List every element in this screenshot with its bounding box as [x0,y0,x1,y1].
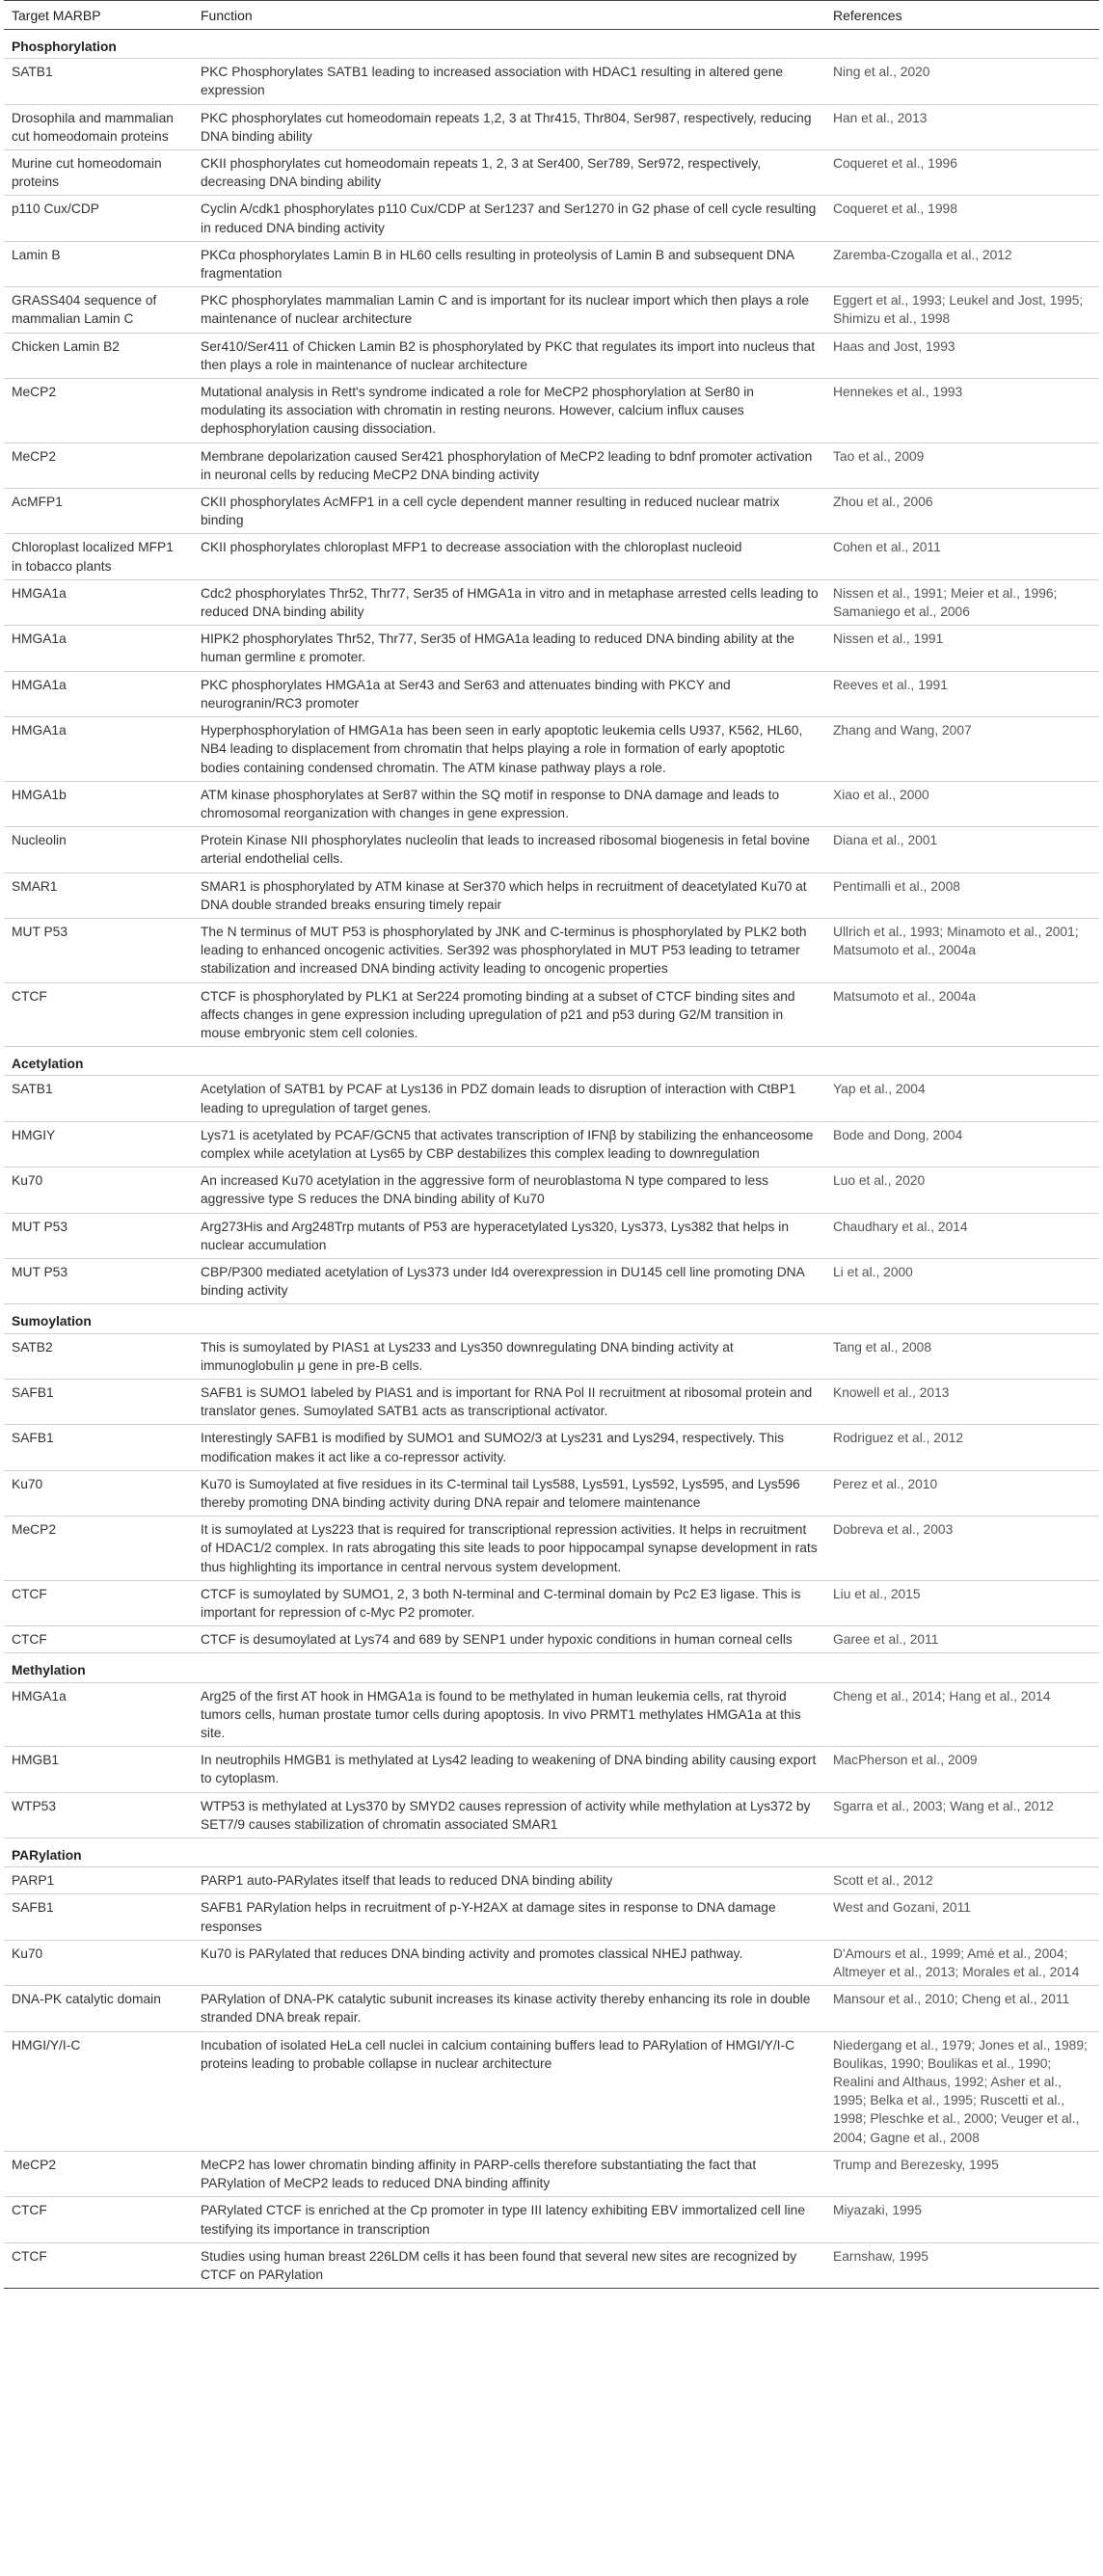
reference-cell: Coqueret et al., 1998 [825,196,1099,241]
function-cell: PKC phosphorylates mammalian Lamin C and is important for its nuclear import which then plays a role maintenance of nuclear architecture [193,287,825,333]
table-row [4,1470,1099,1516]
target-cell: Chloroplast localized MFP1 in tobacco plants [4,534,193,579]
table-row [4,1682,1099,1747]
reference-cell: Li et al., 2000 [825,1258,1099,1303]
table-row [4,626,1099,671]
table-row [4,1894,1099,1940]
target-cell: Murine cut homeodomain proteins [4,150,193,196]
function-cell: MeCP2 has lower chromatin binding affinity in PARP-cells therefore substantiating the fact that PARylation of MeCP2 leads to reduced DNA binding affinity [193,2151,825,2196]
function-cell: CKII phosphorylates chloroplast MFP1 to decrease association with the chloroplast nucleoid [193,534,825,579]
target-cell: HMGB1 [4,1747,193,1792]
target-cell: MeCP2 [4,443,193,488]
reference-cell: Cohen et al., 2011 [825,534,1099,579]
section-row [4,1304,1099,1333]
reference-cell: Luo et al., 2020 [825,1167,1099,1213]
table-row [4,333,1099,378]
function-cell: PARylated CTCF is enriched at the Cp promoter in type III latency exhibiting EBV immortalized cell line testifying its importance in transcription [193,2197,825,2242]
target-cell: Lamin B [4,241,193,286]
table-row [4,827,1099,872]
function-cell: CKII phosphorylates cut homeodomain repeats 1, 2, 3 at Ser400, Ser789, Ser972, respectively, decreasing DNA binding ability [193,150,825,196]
function-cell: SAFB1 is SUMO1 labeled by PIAS1 and is important for RNA Pol II recruitment at ribosomal protein and translator genes. Sumoylated SATB1 acts as transcriptional activator. [193,1379,825,1424]
target-cell: SMAR1 [4,872,193,918]
reference-cell: Rodriguez et al., 2012 [825,1425,1099,1470]
target-cell: HMGIY [4,1121,193,1167]
reference-cell: Reeves et al., 1991 [825,671,1099,716]
section-row [4,1838,1099,1867]
function-cell: PKC Phosphorylates SATB1 leading to increased association with HDAC1 resulting in altered gene expression [193,59,825,104]
reference-cell: Ning et al., 2020 [825,59,1099,104]
table-row [4,1747,1099,1792]
table-row [4,1626,1099,1653]
target-cell: MUT P53 [4,918,193,982]
function-cell: PKC phosphorylates cut homeodomain repeats 1,2, 3 at Thr415, Thr804, Ser987, respectively, reducing DNA binding ability [193,104,825,149]
table-row [4,2197,1099,2242]
marbp-table [4,0,1099,2289]
function-cell: Cdc2 phosphorylates Thr52, Thr77, Ser35 of HMGA1a in vitro and in metaphase arrested cells leading to reduced DNA binding ability [193,579,825,625]
target-cell: SAFB1 [4,1425,193,1470]
section-row [4,1047,1099,1076]
target-cell: HMGA1a [4,626,193,671]
target-cell: MeCP2 [4,379,193,443]
function-cell: SMAR1 is phosphorylated by ATM kinase at Ser370 which helps in recruitment of deacetylated Ku70 at DNA double stranded breaks ensuring timely repair [193,872,825,918]
table-row [4,150,1099,196]
target-cell: SATB1 [4,59,193,104]
function-cell: This is sumoylated by PIAS1 at Lys233 and Lys350 downregulating DNA binding activity at immunoglobulin μ gene in pre-B cells. [193,1333,825,1379]
section-title: PARylation [4,1838,1099,1867]
target-cell: CTCF [4,2197,193,2242]
header-row [4,1,1099,30]
header-references: References [825,1,1099,30]
reference-cell: Diana et al., 2001 [825,827,1099,872]
reference-cell: Bode and Dong, 2004 [825,1121,1099,1167]
section-title: Sumoylation [4,1304,1099,1333]
reference-cell: Garee et al., 2011 [825,1626,1099,1653]
table-row [4,1580,1099,1625]
function-cell: Ku70 is PARylated that reduces DNA binding activity and promotes classical NHEJ pathway. [193,1940,825,1985]
reference-cell: Perez et al., 2010 [825,1470,1099,1516]
function-cell: The N terminus of MUT P53 is phosphorylated by JNK and C-terminus is phosphorylated by PLK2 both leading to enhanced oncogenic activities. Ser392 was phosphorylated in MUT P53 leading to tetramer stabilization and increased DNA binding activity leading to oncogenic properties [193,918,825,982]
reference-cell: Xiao et al., 2000 [825,781,1099,826]
target-cell: Ku70 [4,1940,193,1985]
reference-cell: Zhou et al., 2006 [825,489,1099,534]
table-row [4,1258,1099,1303]
section-title: Acetylation [4,1047,1099,1076]
table-row [4,1167,1099,1213]
target-cell: MeCP2 [4,1516,193,1581]
function-cell: Ser410/Ser411 of Chicken Lamin B2 is phosphorylated by PKC that regulates its import into nucleus that then plays a role in maintenance of nuclear architecture [193,333,825,378]
target-cell: HMGA1a [4,1682,193,1747]
header-function: Function [193,1,825,30]
table-row [4,59,1099,104]
function-cell: Hyperphosphorylation of HMGA1a has been seen in early apoptotic leukemia cells U937, K562, HL60, NB4 leading to displacement from chromatin that helps playing a role in formation of early apoptotic bodies containing condensed chromatin. The ATM kinase pathway plays a role. [193,717,825,782]
reference-cell: Chaudhary et al., 2014 [825,1213,1099,1258]
function-cell: CTCF is desumoylated at Lys74 and 689 by SENP1 under hypoxic conditions in human corneal cells [193,1626,825,1653]
function-cell: ATM kinase phosphorylates at Ser87 within the SQ motif in response to DNA damage and leads to chromosomal reorganization with changes in gene expression. [193,781,825,826]
reference-cell: Han et al., 2013 [825,104,1099,149]
reference-cell: Knowell et al., 2013 [825,1379,1099,1424]
target-cell: GRASS404 sequence of mammalian Lamin C [4,287,193,333]
reference-cell: Tang et al., 2008 [825,1333,1099,1379]
reference-cell: Sgarra et al., 2003; Wang et al., 2012 [825,1792,1099,1838]
target-cell: HMGA1a [4,717,193,782]
table-row [4,1213,1099,1258]
table-row [4,534,1099,579]
table-row [4,104,1099,149]
function-cell: PKCα phosphorylates Lamin B in HL60 cells resulting in proteolysis of Lamin B and subsequent DNA fragmentation [193,241,825,286]
target-cell: MUT P53 [4,1213,193,1258]
target-cell: Chicken Lamin B2 [4,333,193,378]
function-cell: CBP/P300 mediated acetylation of Lys373 under Id4 overexpression in DU145 cell line promoting DNA binding activity [193,1258,825,1303]
function-cell: Cyclin A/cdk1 phosphorylates p110 Cux/CDP at Ser1237 and Ser1270 in G2 phase of cell cycle resulting in reduced DNA binding activity [193,196,825,241]
table-row [4,489,1099,534]
target-cell: SATB1 [4,1076,193,1121]
target-cell: HMGI/Y/I-C [4,2031,193,2151]
reference-cell: Trump and Berezesky, 1995 [825,2151,1099,2196]
function-cell: WTP53 is methylated at Lys370 by SMYD2 causes repression of activity while methylation at Lys372 by SET7/9 causes stabilization of chromatin associated SMAR1 [193,1792,825,1838]
function-cell: Ku70 is Sumoylated at five residues in its C-terminal tail Lys588, Lys591, Lys592, Lys595, and Lys596 thereby promoting DNA binding activity during DNA repair and telomere maintenance [193,1470,825,1516]
reference-cell: Hennekes et al., 1993 [825,379,1099,443]
target-cell: HMGA1a [4,671,193,716]
function-cell: PARP1 auto-PARylates itself that leads to reduced DNA binding ability [193,1867,825,1894]
table-row [4,781,1099,826]
function-cell: Membrane depolarization caused Ser421 phosphorylation of MeCP2 leading to bdnf promoter activation in neuronal cells by reducing MeCP2 DNA binding activity [193,443,825,488]
reference-cell: Miyazaki, 1995 [825,2197,1099,2242]
target-cell: PARP1 [4,1867,193,1894]
table-header [4,1,1099,30]
target-cell: Nucleolin [4,827,193,872]
target-cell: CTCF [4,1580,193,1625]
target-cell: WTP53 [4,1792,193,1838]
table-row [4,872,1099,918]
table-row [4,1121,1099,1167]
target-cell: HMGA1a [4,579,193,625]
reference-cell: Yap et al., 2004 [825,1076,1099,1121]
table-row [4,671,1099,716]
function-cell: Interestingly SAFB1 is modified by SUMO1 and SUMO2/3 at Lys231 and Lys294, respectively. This modification makes it act like a co-repressor activity. [193,1425,825,1470]
function-cell: HIPK2 phosphorylates Thr52, Thr77, Ser35 of HMGA1a leading to reduced DNA binding ability at the human germline ε promoter. [193,626,825,671]
target-cell: CTCF [4,2242,193,2288]
table-row [4,1333,1099,1379]
reference-cell: Niedergang et al., 1979; Jones et al., 1989; Boulikas, 1990; Boulikas et al., 1990; Realini and Althaus, 1992; Asher et al., 1995; Belka et al., 1995; Ruscetti et al., 1998; Pleschke et al., 2000; Veuger et al., 2004; Gagne et al., 2008 [825,2031,1099,2151]
table-row [4,379,1099,443]
table-row [4,717,1099,782]
table-row [4,1986,1099,2031]
table-row [4,1516,1099,1581]
target-cell: Ku70 [4,1167,193,1213]
function-cell: CTCF is phosphorylated by PLK1 at Ser224 promoting binding at a subset of CTCF binding sites and affects changes in gene expression including upregulation of p21 and p53 during G2/M transition in mouse embryonic stem cell colonies. [193,982,825,1047]
reference-cell: Tao et al., 2009 [825,443,1099,488]
section-title: Phosphorylation [4,30,1099,59]
function-cell: CTCF is sumoylated by SUMO1, 2, 3 both N-terminal and C-terminal domain by Pc2 E3 ligase. This is important for repression of c-Myc P2 promoter. [193,1580,825,1625]
target-cell: SATB2 [4,1333,193,1379]
function-cell: PARylation of DNA-PK catalytic subunit increases its kinase activity thereby enhancing its role in double stranded DNA break repair. [193,1986,825,2031]
table-row [4,2242,1099,2288]
function-cell: Lys71 is acetylated by PCAF/GCN5 that activates transcription of IFNβ by stabilizing the enhanceosome complex while acetylation at Lys65 by CBP destabilizes this complex leading to downregulation [193,1121,825,1167]
reference-cell: Nissen et al., 1991 [825,626,1099,671]
table-row [4,1076,1099,1121]
table-row [4,241,1099,286]
table-row [4,2031,1099,2151]
table-row [4,287,1099,333]
reference-cell: Earnshaw, 1995 [825,2242,1099,2288]
reference-cell: West and Gozani, 2011 [825,1894,1099,1940]
target-cell: Drosophila and mammalian cut homeodomain proteins [4,104,193,149]
function-cell: CKII phosphorylates AcMFP1 in a cell cycle dependent manner resulting in reduced nuclear matrix binding [193,489,825,534]
reference-cell: Liu et al., 2015 [825,1580,1099,1625]
section-title: Methylation [4,1653,1099,1682]
reference-cell: Ullrich et al., 1993; Minamoto et al., 2001; Matsumoto et al., 2004a [825,918,1099,982]
section-row [4,1653,1099,1682]
target-cell: HMGA1b [4,781,193,826]
reference-cell: Zhang and Wang, 2007 [825,717,1099,782]
table-row [4,982,1099,1047]
reference-cell: Scott et al., 2012 [825,1867,1099,1894]
target-cell: AcMFP1 [4,489,193,534]
function-cell: SAFB1 PARylation helps in recruitment of p-Y-H2AX at damage sites in response to DNA damage responses [193,1894,825,1940]
table-row [4,196,1099,241]
function-cell: In neutrophils HMGB1 is methylated at Lys42 leading to weakening of DNA binding ability causing export to cytoplasm. [193,1747,825,1792]
function-cell: Arg25 of the first AT hook in HMGA1a is found to be methylated in human leukemia cells, rat thyroid tumors cells, human prostate tumor cells during apoptosis. In vivo PRMT1 methylates HMGA1a at this site. [193,1682,825,1747]
target-cell: DNA-PK catalytic domain [4,1986,193,2031]
table-row [4,1940,1099,1985]
table-row [4,918,1099,982]
function-cell: Acetylation of SATB1 by PCAF at Lys136 in PDZ domain leads to disruption of interaction with CtBP1 leading to upregulation of target genes. [193,1076,825,1121]
table-row [4,1425,1099,1470]
target-cell: CTCF [4,982,193,1047]
header-target: Target MARBP [4,1,193,30]
table-row [4,1792,1099,1838]
target-cell: p110 Cux/CDP [4,196,193,241]
reference-cell: Zaremba-Czogalla et al., 2012 [825,241,1099,286]
function-cell: Arg273His and Arg248Trp mutants of P53 are hyperacetylated Lys320, Lys373, Lys382 that helps in nuclear accumulation [193,1213,825,1258]
target-cell: SAFB1 [4,1379,193,1424]
table-row [4,579,1099,625]
target-cell: Ku70 [4,1470,193,1516]
reference-cell: Matsumoto et al., 2004a [825,982,1099,1047]
target-cell: SAFB1 [4,1894,193,1940]
reference-cell: Coqueret et al., 1996 [825,150,1099,196]
table-row [4,443,1099,488]
reference-cell: Nissen et al., 1991; Meier et al., 1996; Samaniego et al., 2006 [825,579,1099,625]
reference-cell: Dobreva et al., 2003 [825,1516,1099,1581]
function-cell: Incubation of isolated HeLa cell nuclei in calcium containing buffers lead to PARylation of HMGI/Y/I-C proteins leading to probable collapse in nuclear architecture [193,2031,825,2151]
table-row [4,2151,1099,2196]
reference-cell: Cheng et al., 2014; Hang et al., 2014 [825,1682,1099,1747]
function-cell: Studies using human breast 226LDM cells it has been found that several new sites are recognized by CTCF on PARylation [193,2242,825,2288]
reference-cell: Pentimalli et al., 2008 [825,872,1099,918]
function-cell: It is sumoylated at Lys223 that is required for transcriptional repression activities. It helps in recruitment of HDAC1/2 complex. In rats abrogating this site leads to poor hippocampal synapse development in rats thus highlighting its importance in central nervous system development. [193,1516,825,1581]
target-cell: CTCF [4,1626,193,1653]
function-cell: PKC phosphorylates HMGA1a at Ser43 and Ser63 and attenuates binding with PKCY and neurogranin/RC3 promoter [193,671,825,716]
table-row [4,1379,1099,1424]
target-cell: MUT P53 [4,1258,193,1303]
reference-cell: D'Amours et al., 1999; Amé et al., 2004; Altmeyer et al., 2013; Morales et al., 2014 [825,1940,1099,1985]
function-cell: Protein Kinase NII phosphorylates nucleolin that leads to increased ribosomal biogenesis in fetal bovine arterial endothelial cells. [193,827,825,872]
function-cell: An increased Ku70 acetylation in the aggressive form of neuroblastoma N type compared to less aggressive type S reduces the DNA binding ability of Ku70 [193,1167,825,1213]
table-row [4,1867,1099,1894]
target-cell: MeCP2 [4,2151,193,2196]
reference-cell: Eggert et al., 1993; Leukel and Jost, 1995; Shimizu et al., 1998 [825,287,1099,333]
function-cell: Mutational analysis in Rett's syndrome indicated a role for MeCP2 phosphorylation at Ser80 in modulating its association with chromatin in resting neurons. However, calcium influx causes dephosphorylation causing dissociation. [193,379,825,443]
section-row [4,30,1099,59]
reference-cell: Mansour et al., 2010; Cheng et al., 2011 [825,1986,1099,2031]
reference-cell: MacPherson et al., 2009 [825,1747,1099,1792]
table-body [4,30,1099,2289]
reference-cell: Haas and Jost, 1993 [825,333,1099,378]
